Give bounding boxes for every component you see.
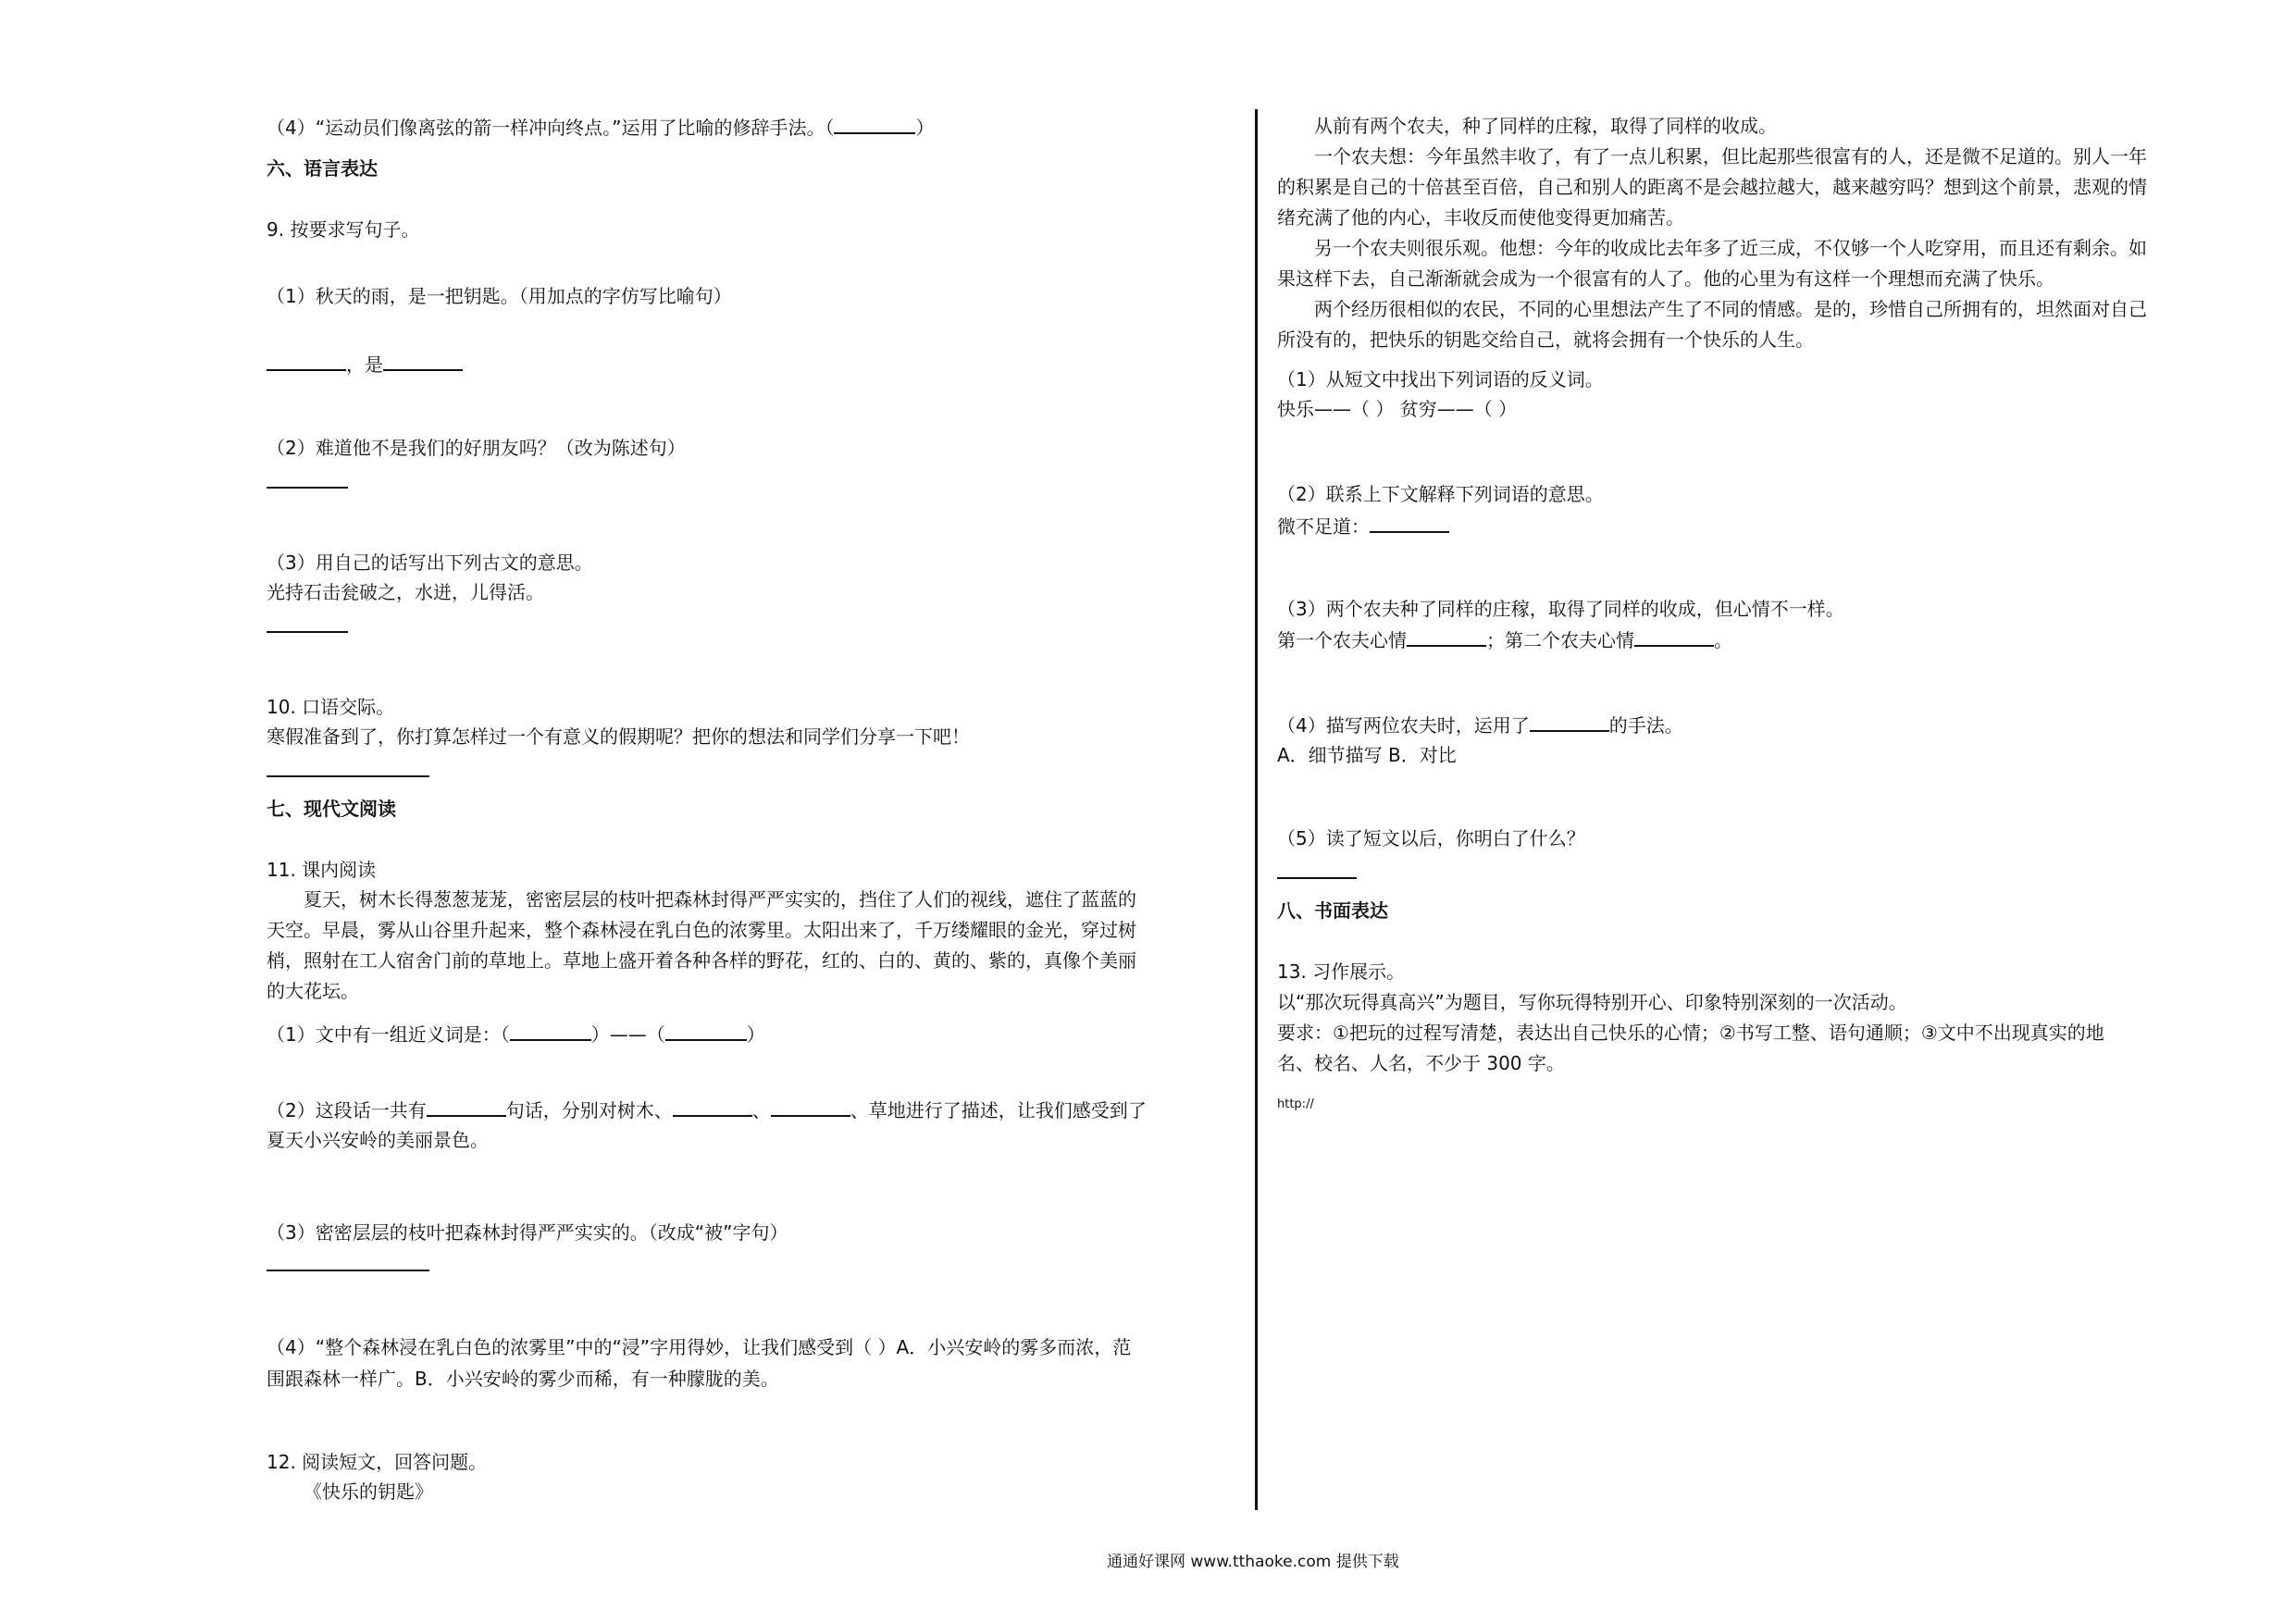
q13-title: 13. 习作展示。 [1277,960,1406,983]
section-7-title: 七、现代文阅读 [267,798,396,820]
q10-title: 10. 口语交际。 [267,696,395,718]
answer-blank[interactable] [267,352,346,371]
q8-4-question: （4）“运动员们像离弦的箭一样冲向终点。”运用了比喻的修辞手法。（ ） [267,117,935,139]
answer-line[interactable] [267,487,348,489]
answer-blank[interactable] [665,1022,747,1041]
q12-1-words: 快乐——（ ） 贫穷——（ ） [1277,398,1518,420]
q12-5: （5）读了短文以后，你明白了什么？ [1277,827,1585,849]
story-line: 一个农夫想：今年虽然丰收了，有了一点儿积累，但比起那些很富有的人，还是微不足道的。别人一年 [1314,145,2147,167]
q12-4: （4）描写两位农夫时，运用了 的手法。 [1277,714,1683,737]
q10-text: 寒假准备到了，你打算怎样过一个有意义的假期呢？把你的想法和同学们分享一下吧！ [267,725,970,748]
story-line: 绪充满了他的内心，丰收反而使他变得更加痛苦。 [1277,206,1684,229]
url-fragment: http:// [1277,1097,1314,1111]
answer-blank[interactable] [427,1097,506,1117]
page-footer: 通通好课网 www.tthaoke.com 提供下载 [1107,1553,1399,1571]
q12-2: （2）联系上下文解释下列词语的意思。 [1277,483,1604,505]
q11-2-line2: 夏天小兴安岭的美丽景色。 [267,1129,489,1151]
q12-1: （1）从短文中找出下列词语的反义词。 [1277,368,1604,390]
q11-passage-line: 的大花坛。 [267,980,359,1002]
answer-blank[interactable] [1530,712,1609,732]
q9-1: （1）秋天的雨，是一把钥匙。（用加点的字仿写比喻句） [267,285,732,307]
answer-blank[interactable] [1407,627,1486,647]
q11-2: （2）这段话一共有 句话，分别对树木、 、 、草地进行了描述，让我们感受到了 [267,1099,1147,1121]
story-line: 的积累是自己的十倍甚至百倍，自己和别人的距离不是会越拉越大，越来越穷吗？想到这个前景，悲观的情 [1277,176,2147,198]
story-line: 两个经历很相似的农民，不同的心里想法产生了不同的情感。是的，珍惜自己所拥有的，坦然面对自己 [1314,298,2147,320]
story-line: 另一个农夫则很乐观。他想：今年的收成比去年多了近三成，不仅够一个人吃穿用，而且还有剩余。如 [1314,237,2147,259]
story-line: 所没有的，把快乐的钥匙交给自己，就将会拥有一个快乐的人生。 [1277,328,1814,351]
q9-3: （3）用自己的话写出下列古文的意思。 [267,551,593,574]
q12-4-options: A．细节描写 B．对比 [1277,744,1457,766]
answer-blank[interactable] [510,1022,591,1041]
q12-title: 12. 阅读短文，回答问题。 [267,1451,488,1473]
q12-2-word: 微不足道： [1277,514,1449,538]
answer-blank[interactable] [1370,514,1449,533]
answer-line[interactable] [1277,877,1357,879]
q9-2: （2）难道他不是我们的好朋友吗？（改为陈述句） [267,437,686,459]
answer-blank[interactable] [673,1097,752,1117]
answer-blank[interactable] [834,115,915,134]
q13-requirements-line2: 名、校名、人名，不少于 300 字。 [1277,1052,1565,1074]
q11-1: （1）文中有一组近义词是：（ ）——（ ） [267,1023,765,1046]
q11-passage-line: 梢，照射在工人宿舍门前的草地上。草地上盛开着各种各样的野花，红的、白的、黄的、紫的，真像个美丽 [267,949,1136,972]
story-paragraph-1: 从前有两个农夫，种了同样的庄稼，取得了同样的收成。 [1314,115,1777,137]
story-line: 果这样下去，自己渐渐就会成为一个很富有的人了。他的心里为有这样一个理想而充满了快乐。 [1277,267,2054,290]
q11-4-line1: （4）“整个森林浸在乳白色的浓雾里”中的“浸”字用得妙，让我们感受到（ ）A．小兴安岭的雾多而浓，范 [267,1336,1132,1358]
q9-1-answer: ，是 [267,352,463,376]
section-6-title: 六、语言表达 [267,157,378,180]
answer-line[interactable] [267,775,429,777]
answer-blank[interactable] [1634,627,1714,647]
q13-prompt: 以“那次玩得真高兴”为题目，写你玩得特别开心、印象特别深刻的一次活动。 [1277,991,1907,1013]
q11-title: 11. 课内阅读 [267,859,377,881]
q11-passage-line: 天空。早晨，雾从山谷里升起来，整个森林浸在乳白色的浓雾里。太阳出来了，千万缕耀眼的金光，穿过树 [267,919,1136,941]
q11-4-line2: 围跟森林一样广。B．小兴安岭的雾少而稀，有一种朦胧的美。 [267,1368,779,1390]
q11-passage-line: 夏天，树木长得葱葱茏茏，密密层层的枝叶把森林封得严严实实的，挡住了人们的视线，遮住了蓝蓝的 [304,888,1136,911]
answer-blank[interactable] [383,352,463,371]
answer-line[interactable] [267,1270,429,1271]
answer-line[interactable] [267,631,348,633]
answer-blank[interactable] [771,1097,850,1117]
q9-title: 9. 按要求写句子。 [267,218,420,241]
q9-3-text: 光持石击瓮破之，水迸，儿得活。 [267,581,544,603]
q12-3-answers: 第一个农夫心情 ；第二个农夫心情 。 [1277,629,1732,651]
section-8-title: 八、书面表达 [1277,899,1388,922]
q12-3: （3）两个农夫种了同样的庄稼，取得了同样的收成，但心情不一样。 [1277,598,1844,620]
q13-requirements: 要求：①把玩的过程写清楚，表达出自己快乐的心情；②书写工整、语句通顺；③文中不出现真实的地 [1277,1022,2104,1044]
q12-book-title: 《快乐的钥匙》 [304,1481,433,1503]
column-divider [1255,109,1258,1510]
q11-3: （3）密密层层的枝叶把森林封得严严实实的。（改成“被”字句） [267,1221,788,1244]
